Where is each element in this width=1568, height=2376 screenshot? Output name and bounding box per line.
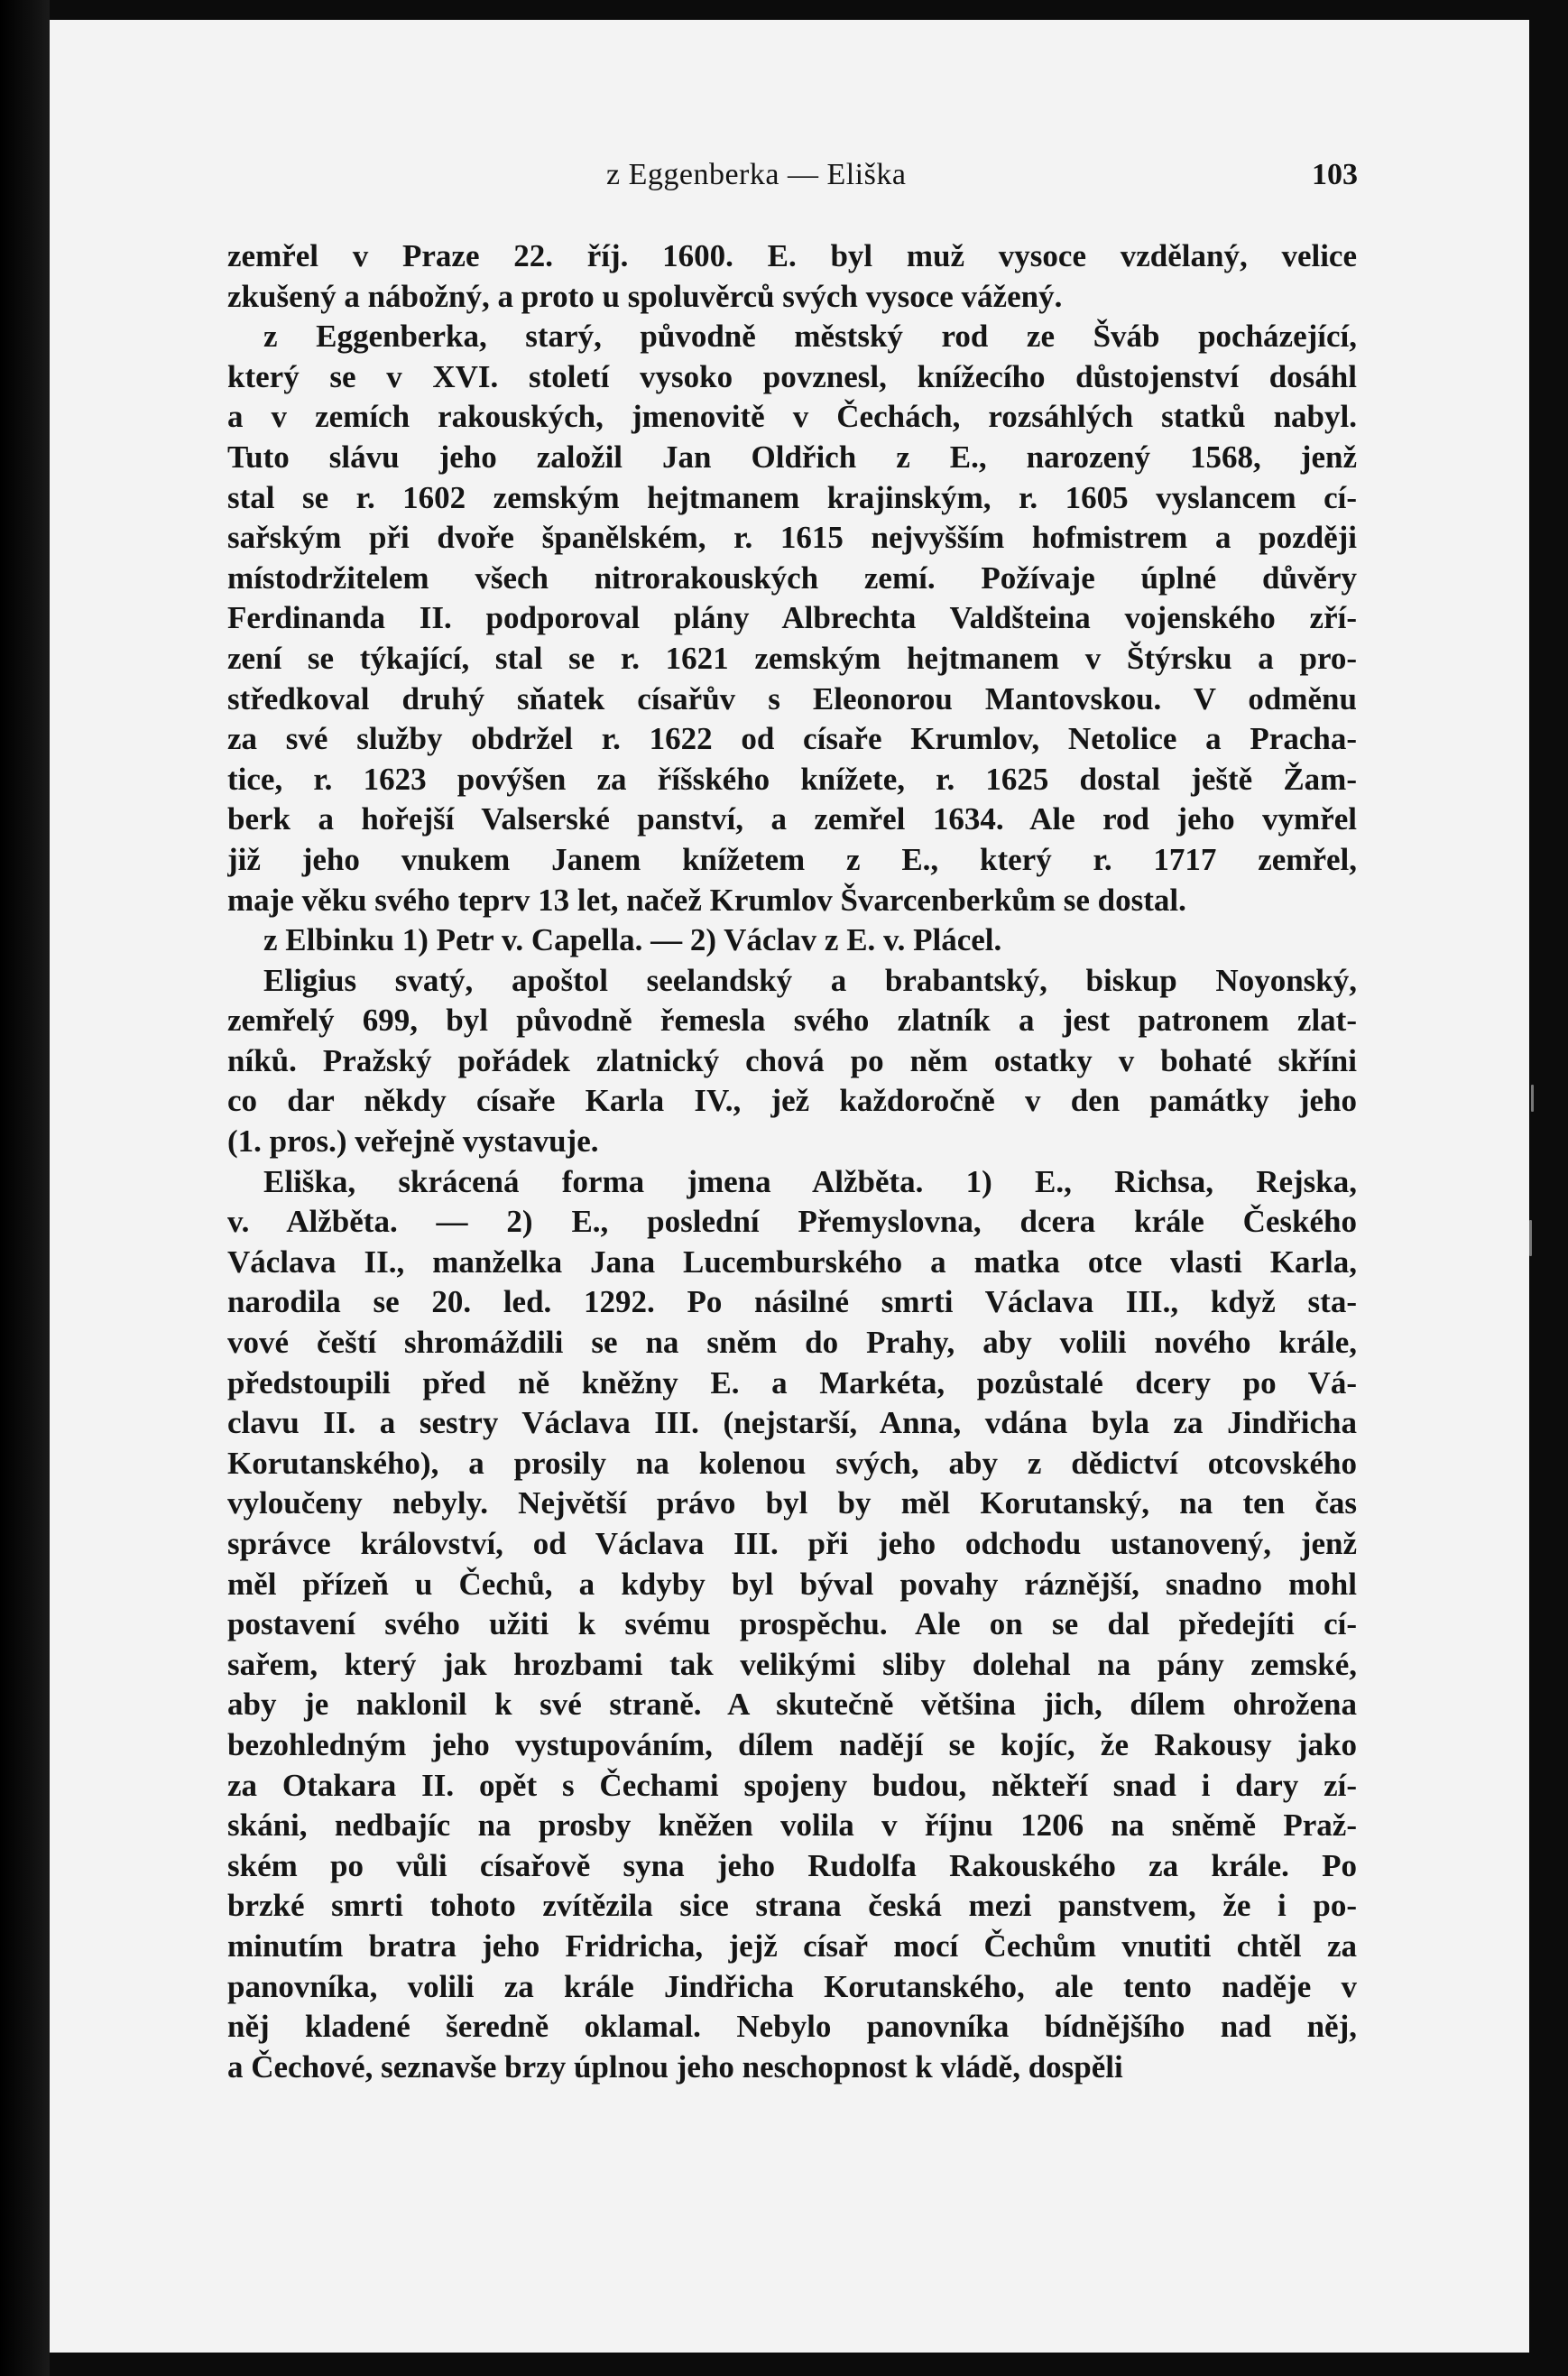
text-line: zení se týkající, stal se r. 1621 zemským hejtmanem v Štýrsku a pro- (227, 640, 1357, 676)
text-line: Eliška, skrácená forma jmena Alžběta. 1) E., Richsa, Rejska, (263, 1163, 1357, 1199)
text-line: zkušený a nábožný, a proto u spoluvěrců svých vysoce vážený. (227, 278, 1063, 314)
text-line: sařem, který jak hrozbami tak velikými sliby dolehal na pány zemské, (227, 1646, 1357, 1682)
text-line: panovníka, volili za krále Jindřicha Korutanského, ale tento naděje v (227, 1968, 1357, 2004)
text-line: a Čechové, seznavše brzy úplnou jeho neschopnost k vládě, dospěli (227, 2048, 1123, 2085)
scan-left-border (0, 0, 50, 2376)
text-line: níků. Pražský pořádek zlatnický chová po něm ostatky v bohaté skříni (227, 1042, 1357, 1078)
text-line: stal se r. 1602 zemským hejtmanem krajinským, r. 1605 vyslancem cí- (227, 479, 1357, 515)
text-line: ském po vůli císařově syna jeho Rudolfa Rakouského za krále. Po (227, 1847, 1357, 1883)
text-line: Korutanského), a prosily na kolenou svých, aby z dědictví otcovského (227, 1445, 1357, 1481)
text-line: již jeho vnukem Janem knížetem z E., který r. 1717 zemřel, (227, 841, 1357, 877)
text-line: narodila se 20. led. 1292. Po násilné smrti Václava III., když sta- (227, 1284, 1357, 1320)
text-line: (1. pros.) veřejně vystavuje. (227, 1123, 599, 1160)
text-line: Václava II., manželka Jana Lucemburského a matka otce vlasti Karla, (227, 1243, 1357, 1280)
text-line: bezohledným jeho vystupováním, dílem nadějí se kojíc, že Rakousy jako (227, 1726, 1357, 1762)
text-line: který se v XVI. století vysoko povznesl, knížecího důstojenství dosáhl (227, 358, 1357, 394)
text-line: Eligius svatý, apoštol seelandský a brabantský, biskup Noyonský, (263, 962, 1357, 998)
text-line: něj kladené šeredně oklamal. Nebylo panovníka bídnějšího nad něj, (227, 2009, 1357, 2045)
text-line: a v zemích rakouských, jmenovitě v Čechách, rozsáhlých statků nabyl. (227, 399, 1357, 435)
text-line: v. Alžběta. — 2) E., poslední Přemyslovna, dcera krále Českého (227, 1204, 1357, 1240)
text-line: sařským při dvoře španělském, r. 1615 nejvyšším hofmistrem a později (227, 520, 1357, 556)
text-line: správce království, od Václava III. při jeho odchodu ustanovený, jenž (227, 1526, 1357, 1561)
text-line: měl přízeň u Čechů, a kdyby byl býval povahy ráznější, snadno mohl (227, 1566, 1357, 1602)
page-number: 103 (1312, 158, 1358, 191)
text-line: středkoval druhý sňatek císařův s Eleonorou Mantovskou. V odměnu (227, 680, 1357, 716)
text-line: zemřelý 699, byl původně řemesla svého zlatník a jest patronem zlat- (227, 1003, 1357, 1039)
text-line: vové čeští shromáždili se na sněm do Prahy, aby volili nového krále, (227, 1325, 1357, 1361)
text-line: clavu II. a sestry Václava III. (nejstarší, Anna, vdána byla za Jindřicha (227, 1405, 1357, 1441)
text-line: co dar někdy císaře Karla IV., jež každoročně v den památky jeho (227, 1083, 1357, 1119)
text-line: vyloučeny nebyly. Největší právo byl by měl Korutanský, na ten čas (227, 1485, 1357, 1521)
text-line: Ferdinanda II. podporoval plány Albrechta Valdšteina vojenského zří- (227, 600, 1357, 636)
text-line: minutím bratra jeho Fridricha, jejž císař mocí Čechům vnutiti chtěl za (227, 1928, 1357, 1964)
text-line: aby je naklonil k své straně. A skutečně většina jich, dílem ohrožena (227, 1687, 1357, 1723)
running-head: z Eggenberka — Eliška (606, 158, 907, 191)
text-line: za své služby obdržel r. 1622 od císaře Krumlov, Netolice a Pracha- (227, 721, 1357, 757)
text-line: z Elbinku 1) Petr v. Capella. — 2) Václav z E. v. Plácel. (263, 922, 1002, 958)
text-line: místodržitelem všech nitrorakouských zemí. Požívaje úplné důvěry (227, 559, 1357, 596)
text-line: berk a hořejší Valserské panství, a zemřel 1634. Ale rod jeho vymřel (227, 801, 1357, 837)
text-line: z Eggenberka, starý, původně městský rod ze Šváb pocházející, (263, 319, 1357, 355)
scan-speck (1529, 1220, 1532, 1256)
text-line: postavení svého užiti k svému prospěchu. Ale on se dal předejíti cí- (227, 1606, 1357, 1642)
text-line: zemřel v Praze 22. říj. 1600. E. byl muž vysoce vzdělaný, velice (227, 238, 1357, 273)
body-text (227, 236, 1357, 2087)
text-line: skáni, nedbajíc na prosby kněžen volila v říjnu 1206 na sněmě Praž- (227, 1807, 1357, 1844)
scan-speck (1531, 1085, 1534, 1112)
text-line: Tuto slávu jeho založil Jan Oldřich z E., narozený 1568, jenž (227, 439, 1357, 475)
text-line: maje věku svého teprv 13 let, načež Krumlov Švarcenberkům se dostal. (227, 882, 1186, 918)
text-line: tice, r. 1623 povýšen za říšského knížete, r. 1625 dostal ještě Žam- (227, 761, 1357, 797)
text-line: za Otakara II. opět s Čechami spojeny budou, někteří snad i dary zí- (227, 1767, 1357, 1803)
text-line: předstoupili před ně kněžny E. a Markéta, pozůstalé dcery po Vá- (227, 1364, 1357, 1401)
text-line: brzké smrti tohoto zvítězila sice strana česká mezi panstvem, že i po- (227, 1888, 1357, 1924)
